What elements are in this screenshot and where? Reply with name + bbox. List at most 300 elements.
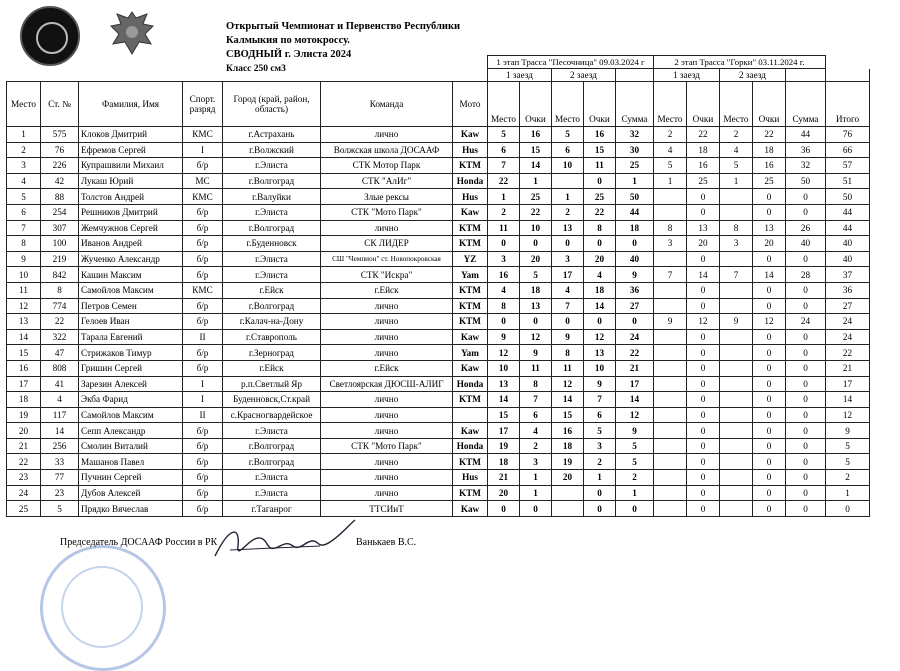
name-cell: Прядко Вячеслав (79, 501, 183, 517)
number-cell: 575 (41, 127, 79, 143)
score-cell: 0 (687, 423, 720, 439)
score-cell: 12 (488, 345, 520, 361)
place-cell: 6 (7, 204, 41, 220)
team-cell: г.Ейск (321, 360, 453, 376)
score-cell: 0 (584, 485, 616, 501)
team-cell: Злые рексы (321, 189, 453, 205)
score-cell (720, 251, 753, 267)
rank-cell: б/р (183, 501, 223, 517)
table-row (7, 376, 870, 392)
total-cell: 44 (826, 204, 870, 220)
col-place: Место (7, 82, 41, 127)
score-cell (720, 376, 753, 392)
moto-cell: Kaw (453, 329, 488, 345)
table-row (7, 360, 870, 376)
score-cell: 12 (552, 376, 584, 392)
score-cell: 0 (753, 251, 786, 267)
rank-cell: б/р (183, 204, 223, 220)
number-cell: 774 (41, 298, 79, 314)
stage1-header: 1 этап Трасса "Песочница" 09.03.2024 г (488, 56, 654, 69)
score-cell: 8 (584, 220, 616, 236)
score-cell: 2 (488, 204, 520, 220)
score-cell: 0 (753, 329, 786, 345)
score-cell: 3 (520, 454, 552, 470)
score-cell: 8 (720, 220, 753, 236)
moto-cell: Yam (453, 267, 488, 283)
table-row (7, 314, 870, 330)
score-cell: 1 (720, 173, 753, 189)
number-cell: 117 (41, 407, 79, 423)
table-row (7, 407, 870, 423)
score-cell: 0 (753, 438, 786, 454)
number-cell: 22 (41, 314, 79, 330)
score-cell: 17 (616, 376, 654, 392)
col-name: Фамилия, Имя (79, 82, 183, 127)
score-cell: 22 (488, 173, 520, 189)
team-cell: лично (321, 470, 453, 486)
score-cell: 14 (687, 267, 720, 283)
score-cell: 0 (687, 282, 720, 298)
score-cell: 0 (687, 360, 720, 376)
score-cell: 5 (584, 423, 616, 439)
score-cell: 0 (753, 470, 786, 486)
col-rank: Спорт. разряд (183, 82, 223, 127)
table-row (7, 236, 870, 252)
score-cell: 0 (753, 298, 786, 314)
score-cell: 15 (488, 407, 520, 423)
score-cell: 16 (687, 158, 720, 174)
number-cell: 100 (41, 236, 79, 252)
table-row (7, 173, 870, 189)
score-cell: 0 (753, 189, 786, 205)
score-cell: 6 (584, 407, 616, 423)
score-cell: 0 (616, 236, 654, 252)
score-cell: 0 (786, 438, 826, 454)
table-row (7, 423, 870, 439)
chairman-label: Председатель ДОСААФ России в РК (60, 537, 218, 548)
moto-cell: Kaw (453, 501, 488, 517)
score-cell: 4 (552, 282, 584, 298)
stage2-race1: 1 заезд (654, 69, 720, 82)
score-cell: 32 (786, 158, 826, 174)
score-cell: 2 (654, 127, 687, 143)
number-cell: 23 (41, 485, 79, 501)
place-cell: 2 (7, 142, 41, 158)
name-cell: Петров Семен (79, 298, 183, 314)
team-cell: лично (321, 314, 453, 330)
score-cell: 16 (753, 158, 786, 174)
rank-cell: КМС (183, 282, 223, 298)
title-line-1: Открытый Чемпионат и Первенство Республики (226, 21, 461, 32)
score-cell: 4 (520, 423, 552, 439)
score-cell: 18 (584, 282, 616, 298)
score-cell: 0 (786, 392, 826, 408)
score-cell (720, 360, 753, 376)
rank-cell: б/р (183, 360, 223, 376)
place-cell: 10 (7, 267, 41, 283)
team-cell: ТТСИиТ (321, 501, 453, 517)
score-cell: 0 (584, 236, 616, 252)
rank-cell: б/р (183, 298, 223, 314)
rank-cell: б/р (183, 438, 223, 454)
place-cell: 4 (7, 173, 41, 189)
score-cell: 0 (786, 470, 826, 486)
score-cell: 1 (584, 470, 616, 486)
score-cell: 24 (616, 329, 654, 345)
place-cell: 7 (7, 220, 41, 236)
score-cell (552, 485, 584, 501)
col-s2r2-ochki: Очки (753, 82, 786, 127)
moto-cell: Kaw (453, 204, 488, 220)
city-cell: г.Валуйки (223, 189, 321, 205)
place-cell: 18 (7, 392, 41, 408)
score-cell: 9 (654, 314, 687, 330)
city-cell: Буденновск,Ст.край (223, 392, 321, 408)
score-cell: 1 (488, 189, 520, 205)
score-cell: 11 (520, 360, 552, 376)
rank-cell: II (183, 407, 223, 423)
rank-cell: б/р (183, 454, 223, 470)
score-cell (720, 392, 753, 408)
score-cell: 25 (520, 189, 552, 205)
score-cell: 0 (687, 251, 720, 267)
score-cell: 14 (616, 392, 654, 408)
moto-cell: KTM (453, 298, 488, 314)
total-cell: 76 (826, 127, 870, 143)
rank-cell: б/р (183, 220, 223, 236)
score-cell: 14 (584, 298, 616, 314)
moto-cell (453, 407, 488, 423)
total-cell: 37 (826, 267, 870, 283)
number-cell: 842 (41, 267, 79, 283)
rank-cell: б/р (183, 251, 223, 267)
score-cell: 3 (654, 236, 687, 252)
score-cell: 5 (552, 127, 584, 143)
score-cell: 11 (584, 158, 616, 174)
score-cell: 18 (488, 454, 520, 470)
score-cell: 13 (584, 345, 616, 361)
team-cell: лично (321, 485, 453, 501)
score-cell: 1 (520, 485, 552, 501)
score-cell: 0 (616, 501, 654, 517)
official-stamp (40, 545, 166, 671)
col-city: Город (край, район, область) (223, 82, 321, 127)
score-cell: 0 (488, 236, 520, 252)
score-cell: 11 (552, 360, 584, 376)
score-cell: 0 (488, 314, 520, 330)
total-cell: 24 (826, 329, 870, 345)
place-cell: 11 (7, 282, 41, 298)
score-cell: 20 (520, 251, 552, 267)
score-cell (720, 470, 753, 486)
score-cell: 40 (616, 251, 654, 267)
stage2-header: 2 этап Трасса "Горки" 03.11.2024 г. (654, 56, 826, 69)
score-cell: 0 (552, 236, 584, 252)
rank-cell: II (183, 329, 223, 345)
col-team: Команда (321, 82, 453, 127)
name-cell: Гелоев Иван (79, 314, 183, 330)
col-moto: Мото (453, 82, 488, 127)
name-cell: Гришин Сергей (79, 360, 183, 376)
score-cell: 0 (687, 345, 720, 361)
score-cell: 0 (687, 501, 720, 517)
score-cell: 7 (520, 392, 552, 408)
name-cell: Зарезин Алексей (79, 376, 183, 392)
col-s1r2-mesto: Место (552, 82, 584, 127)
team-cell: СТК Мотор Парк (321, 158, 453, 174)
score-cell: 0 (786, 407, 826, 423)
score-cell: 0 (786, 282, 826, 298)
name-cell: Жученко Александр (79, 251, 183, 267)
score-cell: 0 (584, 314, 616, 330)
table-row (7, 282, 870, 298)
score-cell: 22 (520, 204, 552, 220)
score-cell (720, 454, 753, 470)
city-cell: г.Ставрополь (223, 329, 321, 345)
moto-cell: Hus (453, 189, 488, 205)
score-cell (720, 501, 753, 517)
table-row (7, 158, 870, 174)
team-cell: лично (321, 329, 453, 345)
moto-cell: KTM (453, 282, 488, 298)
city-cell: г.Элиста (223, 485, 321, 501)
place-cell: 1 (7, 127, 41, 143)
score-cell (720, 438, 753, 454)
score-cell: 20 (552, 470, 584, 486)
place-cell: 23 (7, 470, 41, 486)
team-cell: лично (321, 127, 453, 143)
name-cell: Пучнин Сергей (79, 470, 183, 486)
score-cell: 10 (552, 158, 584, 174)
table-row (7, 438, 870, 454)
score-cell: 25 (687, 173, 720, 189)
score-cell: 10 (520, 220, 552, 236)
place-cell: 8 (7, 236, 41, 252)
total-cell: 1 (826, 485, 870, 501)
score-cell (720, 329, 753, 345)
number-cell: 808 (41, 360, 79, 376)
number-cell: 41 (41, 376, 79, 392)
col-s2r2-mesto: Место (720, 82, 753, 127)
total-cell: 40 (826, 236, 870, 252)
score-cell: 5 (720, 158, 753, 174)
score-cell: 4 (720, 142, 753, 158)
place-cell: 3 (7, 158, 41, 174)
number-cell: 8 (41, 282, 79, 298)
place-cell: 20 (7, 423, 41, 439)
name-cell: Кашин Максим (79, 267, 183, 283)
name-cell: Жемчужнов Сергей (79, 220, 183, 236)
score-cell: 0 (488, 501, 520, 517)
name-cell: Стрижаков Тимур (79, 345, 183, 361)
score-cell: 0 (786, 376, 826, 392)
score-cell: 13 (753, 220, 786, 236)
score-cell: 5 (616, 454, 654, 470)
table-row (7, 189, 870, 205)
score-cell: 44 (786, 127, 826, 143)
score-cell: 36 (616, 282, 654, 298)
city-cell: г.Волжский (223, 142, 321, 158)
table-row (7, 470, 870, 486)
score-cell: 0 (687, 438, 720, 454)
score-cell: 8 (520, 376, 552, 392)
score-cell: 0 (687, 392, 720, 408)
score-cell: 18 (552, 438, 584, 454)
score-cell: 12 (753, 314, 786, 330)
rank-cell: I (183, 142, 223, 158)
score-cell: 25 (616, 158, 654, 174)
score-cell: 0 (786, 204, 826, 220)
score-cell: 7 (720, 267, 753, 283)
total-cell: 66 (826, 142, 870, 158)
moto-cell: Honda (453, 376, 488, 392)
city-cell: г.Таганрог (223, 501, 321, 517)
score-cell: 5 (654, 158, 687, 174)
score-cell: 22 (753, 127, 786, 143)
score-cell: 12 (687, 314, 720, 330)
team-cell: лично (321, 423, 453, 439)
total-cell: 22 (826, 345, 870, 361)
score-cell: 18 (753, 142, 786, 158)
city-cell: г.Волгоград (223, 454, 321, 470)
score-cell: 3 (552, 251, 584, 267)
city-cell: г.Элиста (223, 158, 321, 174)
city-cell: г.Элиста (223, 251, 321, 267)
rank-cell: б/р (183, 485, 223, 501)
score-cell: 2 (720, 127, 753, 143)
total-cell: 57 (826, 158, 870, 174)
name-cell: Самойлов Максим (79, 407, 183, 423)
city-cell: г.Волгоград (223, 438, 321, 454)
moto-cell: KTM (453, 220, 488, 236)
stage1-race1: 1 заезд (488, 69, 552, 82)
score-cell: 0 (687, 298, 720, 314)
score-cell (654, 282, 687, 298)
number-cell: 76 (41, 142, 79, 158)
name-cell: Толстов Андрей (79, 189, 183, 205)
score-cell: 1 (520, 173, 552, 189)
total-cell: 5 (826, 454, 870, 470)
score-cell: 13 (687, 220, 720, 236)
score-cell: 13 (488, 376, 520, 392)
team-cell: лично (321, 220, 453, 236)
score-cell: 18 (616, 220, 654, 236)
score-cell: 5 (616, 438, 654, 454)
score-cell: 0 (584, 173, 616, 189)
name-cell: Тарала Евгений (79, 329, 183, 345)
score-cell: 0 (753, 485, 786, 501)
score-cell: 0 (753, 345, 786, 361)
team-cell: СТК "Искра" (321, 267, 453, 283)
city-cell: г.Ейск (223, 360, 321, 376)
score-cell: 0 (552, 314, 584, 330)
city-cell: г.Калач-на-Дону (223, 314, 321, 330)
score-cell: 16 (552, 423, 584, 439)
moto-cell: Hus (453, 470, 488, 486)
city-cell: г.Элиста (223, 423, 321, 439)
stage2-race2: 2 заезд (720, 69, 786, 82)
team-cell: лично (321, 345, 453, 361)
score-cell: 12 (520, 329, 552, 345)
place-cell: 17 (7, 376, 41, 392)
score-cell: 14 (753, 267, 786, 283)
score-cell: 2 (552, 204, 584, 220)
moto-cell: Honda (453, 438, 488, 454)
score-cell: 6 (552, 142, 584, 158)
moto-cell: YZ (453, 251, 488, 267)
score-cell: 25 (753, 173, 786, 189)
rank-cell: I (183, 376, 223, 392)
score-cell: 0 (786, 454, 826, 470)
score-cell: 0 (687, 204, 720, 220)
score-cell: 17 (488, 423, 520, 439)
score-cell: 15 (552, 407, 584, 423)
score-cell: 0 (687, 454, 720, 470)
score-cell (654, 423, 687, 439)
score-cell: 0 (520, 501, 552, 517)
total-cell: 51 (826, 173, 870, 189)
score-cell: 0 (520, 236, 552, 252)
score-cell: 9 (520, 345, 552, 361)
score-cell: 0 (786, 251, 826, 267)
total-cell: 27 (826, 298, 870, 314)
score-cell: 10 (488, 360, 520, 376)
score-cell: 50 (786, 173, 826, 189)
rank-cell: I (183, 392, 223, 408)
score-cell: 0 (616, 314, 654, 330)
team-cell: СК ЛИДЕР (321, 236, 453, 252)
name-cell: Купрашвили Михаил (79, 158, 183, 174)
stage1-race2: 2 заезд (552, 69, 616, 82)
score-cell: 0 (786, 501, 826, 517)
number-cell: 14 (41, 423, 79, 439)
city-cell: г.Зерноград (223, 345, 321, 361)
score-cell: 1 (616, 485, 654, 501)
score-cell: 0 (786, 423, 826, 439)
score-cell: 36 (786, 142, 826, 158)
score-cell (552, 501, 584, 517)
place-cell: 14 (7, 329, 41, 345)
moto-cell: KTM (453, 392, 488, 408)
city-cell: г.Элиста (223, 204, 321, 220)
table-row (7, 204, 870, 220)
team-cell: лично (321, 407, 453, 423)
number-cell: 226 (41, 158, 79, 174)
score-cell: 12 (584, 329, 616, 345)
score-cell: 17 (552, 267, 584, 283)
score-cell: 4 (654, 142, 687, 158)
score-cell: 9 (616, 423, 654, 439)
total-cell: 12 (826, 407, 870, 423)
score-cell: 0 (687, 407, 720, 423)
team-cell: СТК "Мото Парк" (321, 438, 453, 454)
col-number: Ст. № (41, 82, 79, 127)
score-cell (654, 345, 687, 361)
score-cell (654, 454, 687, 470)
col-s2-summa: Сумма (786, 82, 826, 127)
score-cell: 0 (753, 282, 786, 298)
score-cell: 5 (520, 267, 552, 283)
score-cell: 0 (753, 204, 786, 220)
score-cell: 7 (584, 392, 616, 408)
rank-cell: МС (183, 173, 223, 189)
total-cell: 40 (826, 251, 870, 267)
name-cell: Смолин Виталий (79, 438, 183, 454)
score-cell: 12 (616, 407, 654, 423)
table-row (7, 485, 870, 501)
score-cell: 19 (488, 438, 520, 454)
col-s1r1-mesto: Место (488, 82, 520, 127)
